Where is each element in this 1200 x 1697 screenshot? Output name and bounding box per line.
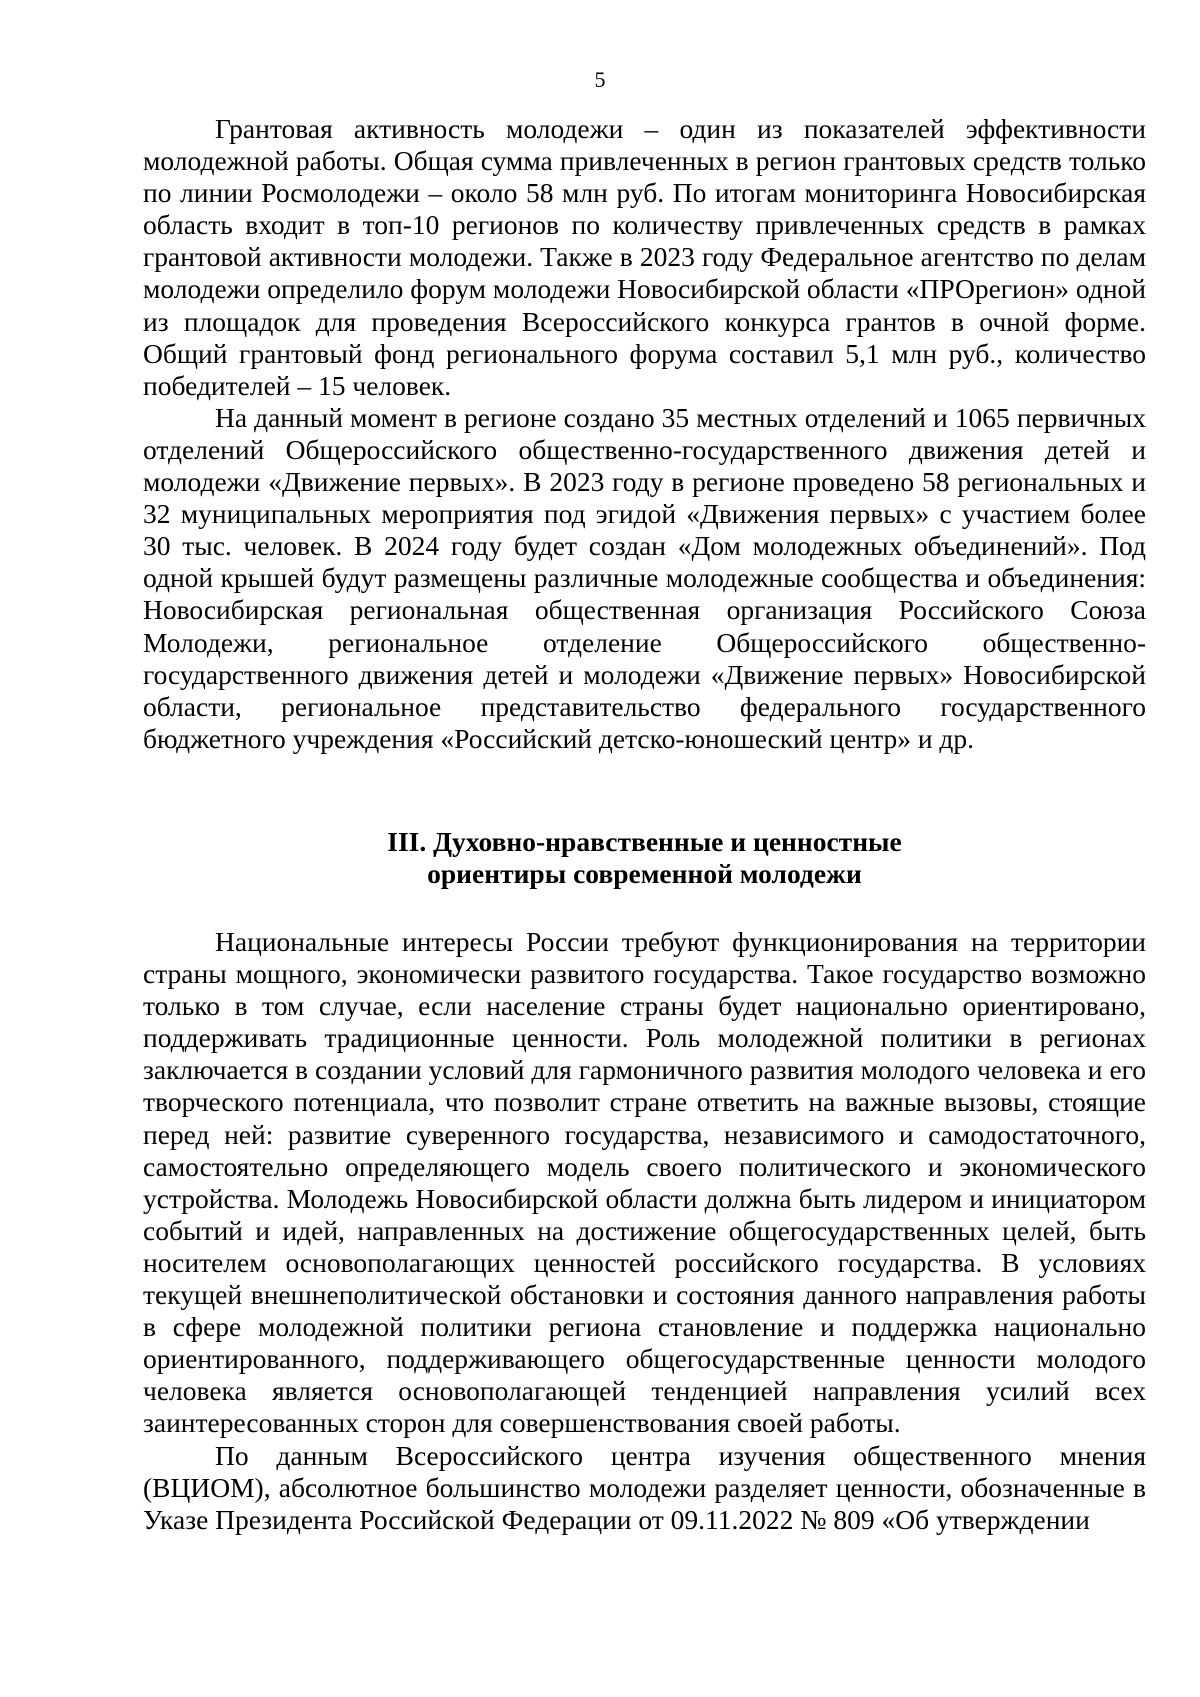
section-heading (143, 826, 1146, 890)
page-number: 5 (594, 67, 606, 92)
section-heading-line-1: III. Духовно-нравственные и ценностные (387, 826, 902, 857)
section-heading-line-2: ориентиры современной молодежи (427, 858, 862, 889)
paragraph-grant-activity: Грантовая активность молодежи – один из показателей эффективности молодежной работы. Общая сумма привлеченных в регион грантовых средств только по линии Росмолодежи – около 58 млн руб. По итогам мониторинга Новосибирская область входит в топ-10 регионов по количеству привлеченных средств в рамках грантовой активности молодежи. Также в 2023 году Федеральное агентство по делам молодежи определило форум молодежи Новосибирской области «ПРОрегион» одной из площадок для проведения Всероссийского конкурса грантов в очной форме. Общий грантовый фонд регионального форума составил 5,1 млн руб., количество победителей – 15 человек. (143, 113, 1146, 401)
body-text-top (143, 113, 1146, 755)
body-text-bottom (143, 926, 1146, 1536)
paragraph-vciom: По данным Всероссийского центра изучения общественного мнения (ВЦИОМ), абсолютное большинство молодежи разделяет ценности, обозначенные в Указе Президента Российской Федерации от 09.11.2022 № 809 «Об утверждении (143, 1439, 1146, 1535)
paragraph-national-interests: Национальные интересы России требуют функционирования на территории страны мощного, экономически развитого государства. Такое государство возможно только в том случае, если население страны будет национально ориентировано, поддерживать традиционные ценности. Роль молодежной политики в регионах заключается в создании условий для гармоничного развития молодого человека и его творческого потенциала, что позволит стране ответить на важные вызовы, стоящие перед ней: развитие суверенного государства, независимого и самодостаточного, самостоятельно определяющего модель своего политического и экономического устройства. Молодежь Новосибирской области должна быть лидером и инициатором событий и идей, направленных на достижение общегосударственных целей, быть носителем основополагающих ценностей российского государства. В условиях текущей внешнеполитической обстановки и состояния данного направления работы в сфере молодежной политики региона становление и поддержка национально ориентированного, поддерживающего общегосударственные ценности молодого человека является основополагающей тенденцией направления усилий всех заинтересованных сторон для совершенствования своей работы. (143, 926, 1146, 1439)
paragraph-movement-first: На данный момент в регионе создано 35 местных отделений и 1065 первичных отделений Общероссийского общественно-государственного движения детей и молодежи «Движение первых». В 2023 году в регионе проведено 58 региональных и 32 муниципальных мероприятия под эгидой «Движения первых» с участием более 30 тыс. человек. В 2024 году будет создан «Дом молодежных объединений». Под одной крышей будут размещены различные молодежные сообщества и объединения: Новосибирская региональная общественная организация Российского Союза Молодежи, региональное отделение Общероссийского общественно-государственного движения детей и молодежи «Движение первых» Новосибирской области, региональное представительство федерального государственного бюджетного учреждения «Российский детско-юношеский центр» и др. (143, 401, 1146, 754)
